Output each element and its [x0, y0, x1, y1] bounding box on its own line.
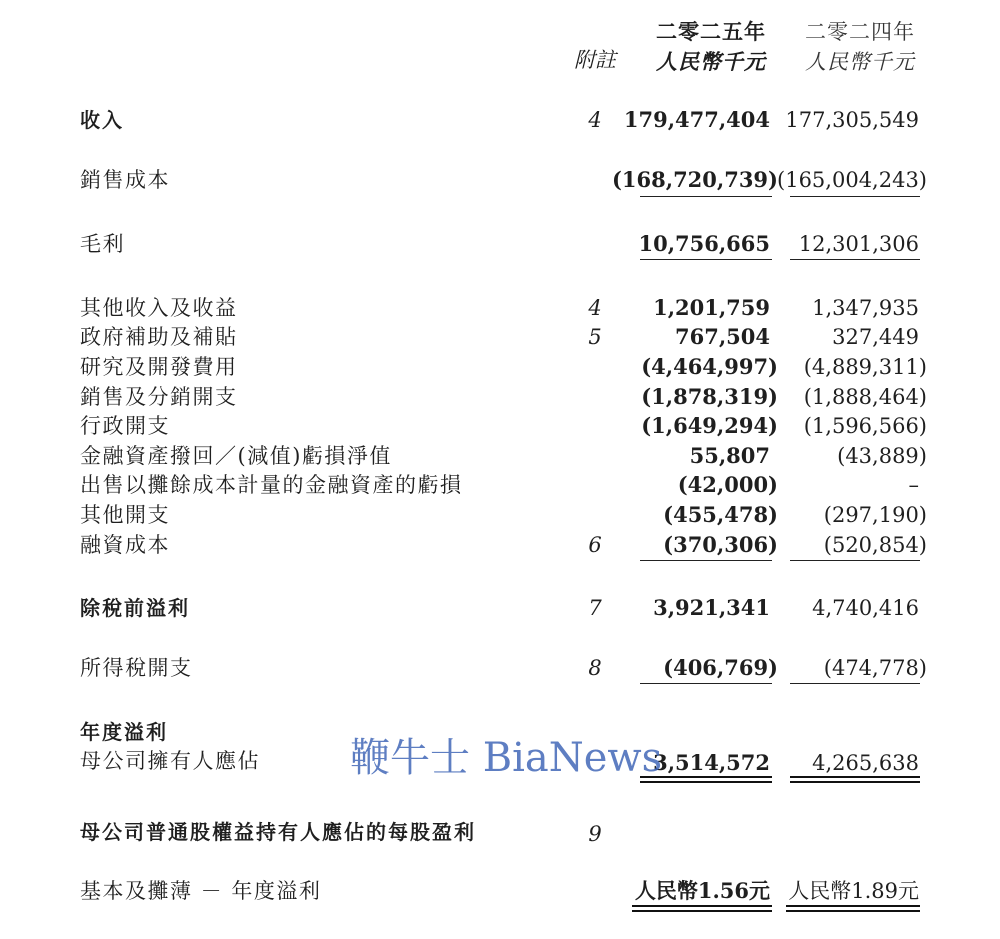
tax-label: 所得稅開支	[80, 656, 193, 680]
cost-of-sales-2024: (165,004,243)	[777, 168, 927, 192]
selling-2025: (1,878,319)	[641, 384, 778, 409]
gov-grants-2024: 327,449	[832, 325, 919, 349]
gross-profit-rule-2024	[790, 259, 920, 260]
other-exp-2024: (297,190)	[823, 503, 927, 527]
revenue-2024: 177,305,549	[785, 108, 919, 132]
profit-attr-label: 母公司擁有人應佔	[80, 749, 260, 773]
eps-2025: 人民幣1.56元	[634, 878, 770, 903]
finance-cost-label: 融資成本	[80, 533, 170, 557]
gross-profit-2024: 12,301,306	[798, 232, 919, 256]
eps-double-rule-2025	[632, 905, 772, 912]
finance-rule-2025	[640, 560, 772, 561]
eps-title: 母公司普通股權益持有人應佔的每股盈利	[80, 820, 476, 844]
col-2024-year: 二零二四年	[805, 20, 915, 44]
gov-grants-2025: 767,504	[675, 324, 770, 349]
finance-rule-2024	[790, 560, 920, 561]
tax-rule-2025	[640, 683, 772, 684]
watermark-logo: 鞭牛士 BiaNews	[350, 735, 663, 781]
tax-note: 8	[588, 656, 602, 680]
revenue-2025: 179,477,404	[623, 107, 770, 132]
admin-label: 行政開支	[80, 414, 170, 438]
subtotal-rule-2024	[790, 196, 920, 197]
profit-attr-2024: 4,265,638	[812, 751, 919, 775]
other-income-label: 其他收入及收益	[80, 296, 238, 320]
col-2025-unit: 人民幣千元	[656, 49, 766, 74]
finance-cost-2025: (370,306)	[663, 532, 778, 557]
gross-profit-label: 毛利	[80, 232, 125, 256]
eps-label: 基本及攤薄 － 年度溢利	[80, 879, 322, 903]
revenue-note: 4	[588, 108, 602, 132]
pbt-2024: 4,740,416	[812, 596, 919, 620]
admin-2025: (1,649,294)	[641, 413, 778, 438]
other-income-2024: 1,347,935	[812, 296, 919, 320]
eps-double-rule-2024	[786, 905, 920, 912]
selling-2024: (1,888,464)	[803, 385, 927, 409]
cost-of-sales-2025: (168,720,739)	[611, 167, 778, 192]
pbt-2025: 3,921,341	[653, 595, 770, 620]
impairment-label: 金融資產撥回／(減值)虧損淨值	[80, 444, 392, 468]
loss-on-sale-label: 出售以攤餘成本計量的金融資產的虧損	[80, 473, 463, 497]
eps-note: 9	[588, 822, 602, 846]
loss-on-sale-2025: (42,000)	[677, 472, 778, 497]
pbt-label: 除稅前溢利	[80, 596, 190, 620]
col-2024-unit: 人民幣千元	[805, 50, 915, 74]
other-income-2025: 1,201,759	[653, 295, 770, 320]
pbt-note: 7	[588, 596, 602, 620]
col-2025-year: 二零二五年	[656, 19, 766, 44]
finance-cost-2024: (520,854)	[823, 533, 927, 557]
gov-grants-label: 政府補助及補貼	[80, 325, 238, 349]
other-exp-label: 其他開支	[80, 503, 170, 527]
gross-profit-rule-2025	[640, 259, 772, 260]
rnd-label: 研究及開發費用	[80, 355, 238, 379]
rnd-2024: (4,889,311)	[803, 355, 927, 379]
admin-2024: (1,596,566)	[803, 414, 927, 438]
eps-2024: 人民幣1.89元	[788, 879, 919, 903]
rnd-2025: (4,464,997)	[641, 354, 778, 379]
note-header: 附註	[574, 48, 616, 72]
profit-double-rule-2024	[790, 776, 920, 783]
tax-2025: (406,769)	[663, 655, 778, 680]
cost-of-sales-label: 銷售成本	[80, 168, 170, 192]
tax-rule-2024	[790, 683, 920, 684]
revenue-label: 收入	[80, 108, 124, 132]
tax-2024: (474,778)	[823, 656, 927, 680]
other-exp-2025: (455,478)	[663, 502, 778, 527]
impairment-2024: (43,889)	[837, 444, 927, 468]
gross-profit-2025: 10,756,665	[638, 231, 770, 256]
profit-title: 年度溢利	[80, 720, 168, 744]
impairment-2025: 55,807	[689, 443, 770, 468]
profit-attr-2025: 3,514,572	[653, 750, 770, 775]
selling-label: 銷售及分銷開支	[80, 385, 238, 409]
finance-cost-note: 6	[588, 533, 602, 557]
other-income-note: 4	[588, 296, 602, 320]
loss-on-sale-2024: –	[908, 473, 919, 497]
subtotal-rule-2025	[640, 196, 772, 197]
gov-grants-note: 5	[588, 325, 602, 349]
